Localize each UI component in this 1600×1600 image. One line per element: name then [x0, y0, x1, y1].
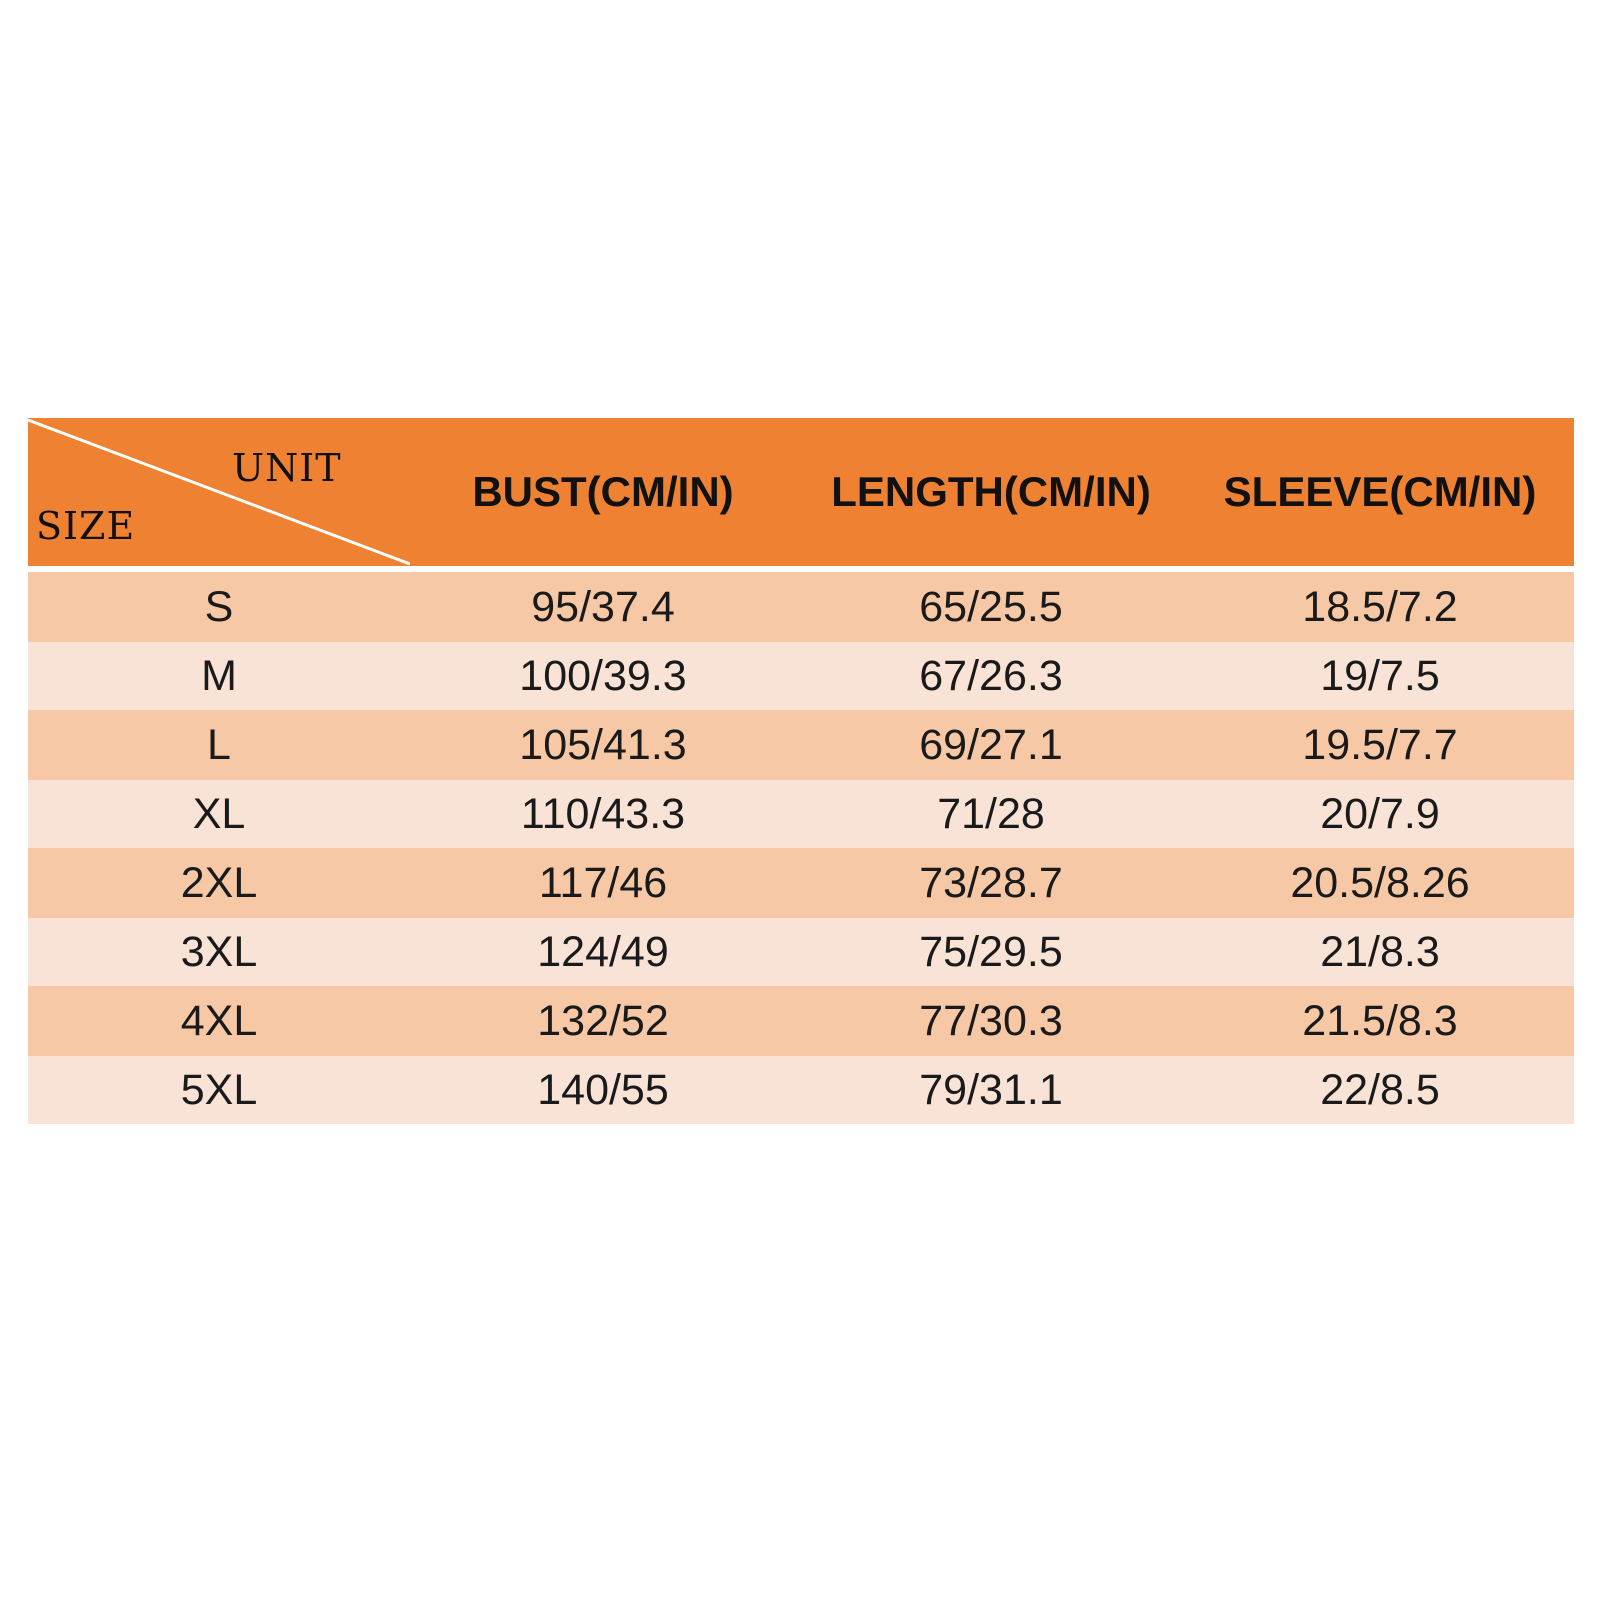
unit-label: UNIT: [232, 446, 342, 490]
bust-cell: 140/55: [537, 1065, 669, 1114]
sleeve-cell: 20.5/8.26: [1290, 858, 1470, 907]
size-cell: M: [201, 651, 237, 700]
table-row: [28, 572, 1574, 642]
size-chart-table: [28, 418, 1574, 1124]
table-row: [28, 918, 1574, 986]
bust-column-header: BUST(CM/IN): [472, 468, 734, 515]
table-row: [28, 986, 1574, 1056]
table-row: [28, 642, 1574, 710]
length-cell: 71/28: [937, 789, 1045, 838]
bust-cell: 95/37.4: [531, 582, 675, 631]
bust-cell: 117/46: [538, 858, 668, 907]
size-cell: S: [204, 582, 234, 631]
size-cell: 4XL: [180, 996, 258, 1045]
sleeve-cell: 21/8.3: [1320, 927, 1440, 976]
sleeve-cell: 22/8.5: [1320, 1065, 1440, 1114]
size-cell: 2XL: [180, 858, 258, 907]
size-label: SIZE: [36, 504, 136, 548]
length-cell: 65/25.5: [919, 582, 1063, 631]
table-row: [28, 1056, 1574, 1124]
length-cell: 75/29.5: [919, 927, 1063, 976]
sleeve-cell: 18.5/7.2: [1302, 582, 1458, 631]
table-header: [28, 418, 1574, 572]
size-cell: L: [207, 720, 231, 769]
length-cell: 73/28.7: [919, 858, 1063, 907]
bust-cell: 110/43.3: [520, 789, 686, 838]
length-cell: 77/30.3: [919, 996, 1063, 1045]
length-cell: 69/27.1: [919, 720, 1063, 769]
bust-cell: 124/49: [537, 927, 669, 976]
size-cell: XL: [192, 789, 246, 838]
corner-header-cell: [28, 418, 410, 566]
sleeve-cell: 19.5/7.7: [1302, 720, 1458, 769]
sleeve-cell: 19/7.5: [1320, 651, 1440, 700]
sleeve-cell: 21.5/8.3: [1302, 996, 1458, 1045]
bust-cell: 132/52: [537, 996, 669, 1045]
table-row: [28, 848, 1574, 918]
length-cell: 79/31.1: [919, 1065, 1063, 1114]
bust-cell: 100/39.3: [519, 651, 687, 700]
size-cell: 5XL: [180, 1065, 258, 1114]
table-row: [28, 780, 1574, 848]
bust-cell: 105/41.3: [519, 720, 687, 769]
size-cell: 3XL: [180, 927, 258, 976]
sleeve-column-header: SLEEVE(CM/IN): [1223, 468, 1537, 515]
sleeve-cell: 20/7.9: [1320, 789, 1440, 838]
length-cell: 67/26.3: [919, 651, 1063, 700]
length-column-header: LENGTH(CM/IN): [831, 468, 1151, 515]
table-row: [28, 710, 1574, 780]
